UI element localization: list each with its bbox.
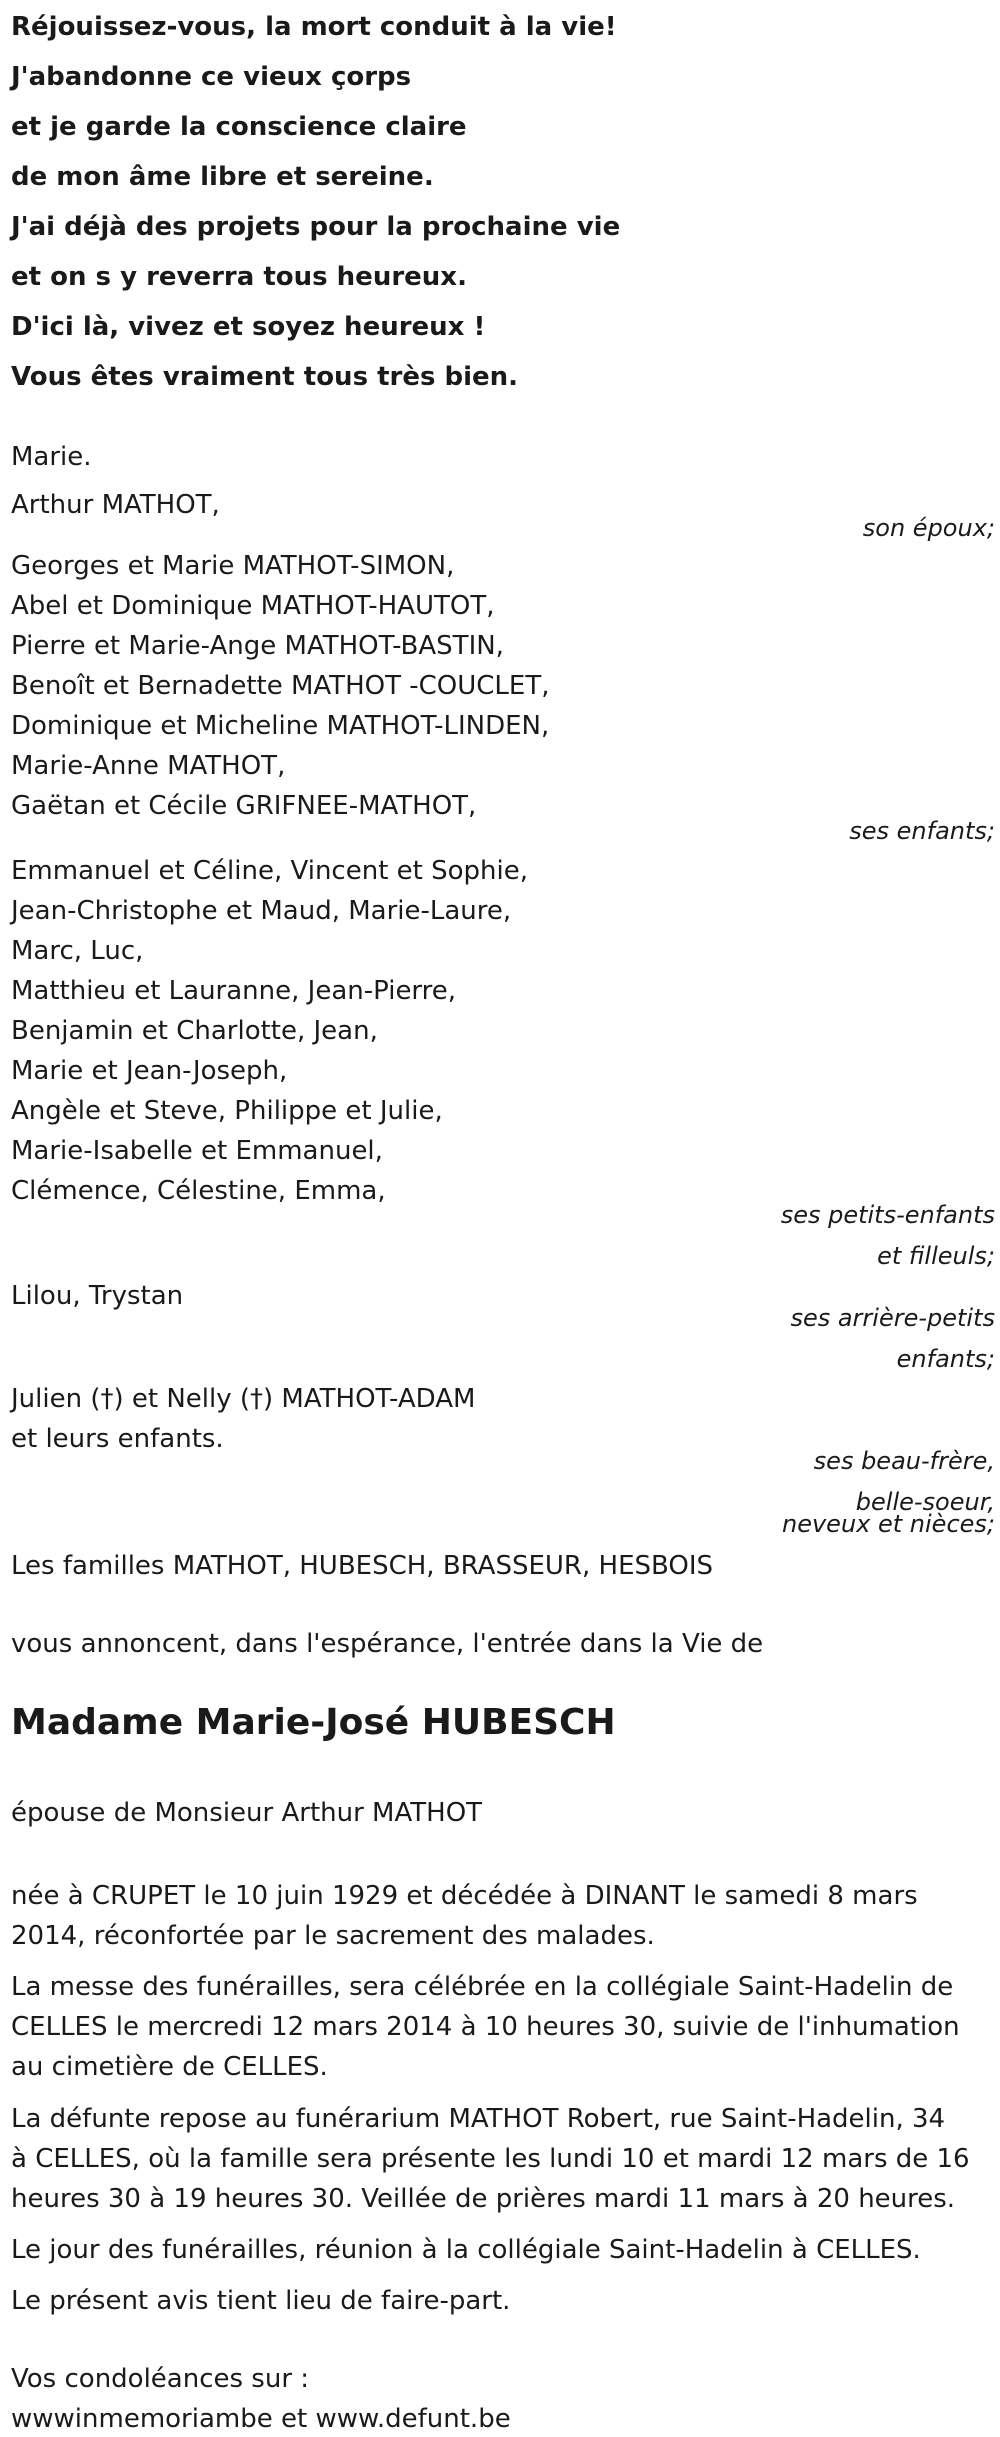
poem-line: de mon âme libre et sereine. (11, 162, 434, 192)
condolences-label: Vos condoléances sur : (11, 2364, 310, 2394)
grandchild-entry: Marie-Isabelle et Emmanuel, (11, 1136, 383, 1166)
grandchildren-relation: ses petits-enfants (780, 1201, 995, 1229)
grandchild-entry: Emmanuel et Céline, Vincent et Sophie, (11, 856, 528, 886)
great-grandchildren-relation: enfants; (896, 1345, 995, 1373)
detail-line: Le présent avis tient lieu de faire-part. (11, 2286, 511, 2316)
in-laws-relation: neveux et nièces; (782, 1510, 995, 1538)
condolences-links: wwwinmemoriambe et www.defunt.be (11, 2404, 511, 2434)
poem-line: et on s y reverra tous heureux. (11, 262, 467, 292)
poem-line: Réjouissez-vous, la mort conduit à la vie! (11, 12, 617, 42)
grandchild-entry: Clémence, Célestine, Emma, (11, 1176, 386, 1206)
in-laws-entry: Julien (†) et Nelly (†) MATHOT-ADAM (11, 1384, 476, 1414)
great-grandchildren-relation: ses arrière-petits (790, 1304, 995, 1332)
poem-line: J'abandonne ce vieux çorps (11, 62, 412, 92)
detail-line: CELLES le mercredi 12 mars 2014 à 10 heures 30, suivie de l'inhumation (11, 2012, 960, 2042)
poem-line: Vous êtes vraiment tous très bien. (11, 362, 519, 392)
child-entry: Dominique et Micheline MATHOT-LINDEN, (11, 711, 550, 741)
child-entry: Georges et Marie MATHOT-SIMON, (11, 551, 455, 581)
poem-line: D'ici là, vivez et soyez heureux ! (11, 312, 486, 342)
in-laws-relation: ses beau-frère, (813, 1447, 995, 1475)
child-entry: Gaëtan et Cécile GRIFNEE-MATHOT, (11, 791, 477, 821)
in-laws-relation: belle-soeur, (855, 1488, 995, 1516)
poem-line: et je garde la conscience claire (11, 112, 467, 142)
grandchild-entry: Jean-Christophe et Maud, Marie-Laure, (11, 896, 512, 926)
poem-line: J'ai déjà des projets pour la prochaine vie (11, 212, 621, 242)
detail-line: au cimetière de CELLES. (11, 2052, 328, 2082)
grandchildren-relation: et filleuls; (877, 1242, 995, 1270)
in-laws-entry: et leurs enfants. (11, 1424, 224, 1454)
signature: Marie. (11, 442, 92, 472)
announcement-line: vous annoncent, dans l'espérance, l'entrée dans la Vie de (11, 1629, 764, 1659)
grandchild-entry: Matthieu et Lauranne, Jean-Pierre, (11, 976, 457, 1006)
detail-line: née à CRUPET le 10 juin 1929 et décédée à DINANT le samedi 8 mars (11, 1881, 918, 1911)
grandchild-entry: Marie et Jean-Joseph, (11, 1056, 288, 1086)
children-relation: ses enfants; (849, 817, 995, 845)
great-grandchildren-names: Lilou, Trystan (11, 1281, 184, 1311)
child-entry: Abel et Dominique MATHOT-HAUTOT, (11, 591, 495, 621)
spouse-relation: son époux; (862, 514, 995, 542)
families-line: Les familles MATHOT, HUBESCH, BRASSEUR, HESBOIS (11, 1551, 714, 1581)
spouse-name: Arthur MATHOT, (11, 490, 220, 520)
child-entry: Benoît et Bernadette MATHOT -COUCLET, (11, 671, 550, 701)
deceased-name: Madame Marie-José HUBESCH (11, 1702, 616, 1743)
detail-line: heures 30 à 19 heures 30. Veillée de prières mardi 11 mars à 20 heures. (11, 2184, 956, 2214)
detail-line: 2014, réconfortée par le sacrement des malades. (11, 1921, 655, 1951)
detail-line: à CELLES, où la famille sera présente les lundi 10 et mardi 12 mars de 16 (11, 2144, 970, 2174)
grandchild-entry: Angèle et Steve, Philippe et Julie, (11, 1096, 443, 1126)
detail-line: La défunte repose au funérarium MATHOT Robert, rue Saint-Hadelin, 34 (11, 2104, 946, 2134)
detail-line: Le jour des funérailles, réunion à la collégiale Saint-Hadelin à CELLES. (11, 2235, 921, 2265)
grandchild-entry: Marc, Luc, (11, 936, 144, 966)
detail-line: La messe des funérailles, sera célébrée en la collégiale Saint-Hadelin de (11, 1972, 954, 2002)
grandchild-entry: Benjamin et Charlotte, Jean, (11, 1016, 378, 1046)
spouse-of-line: épouse de Monsieur Arthur MATHOT (11, 1798, 483, 1828)
child-entry: Pierre et Marie-Ange MATHOT-BASTIN, (11, 631, 504, 661)
child-entry: Marie-Anne MATHOT, (11, 751, 286, 781)
